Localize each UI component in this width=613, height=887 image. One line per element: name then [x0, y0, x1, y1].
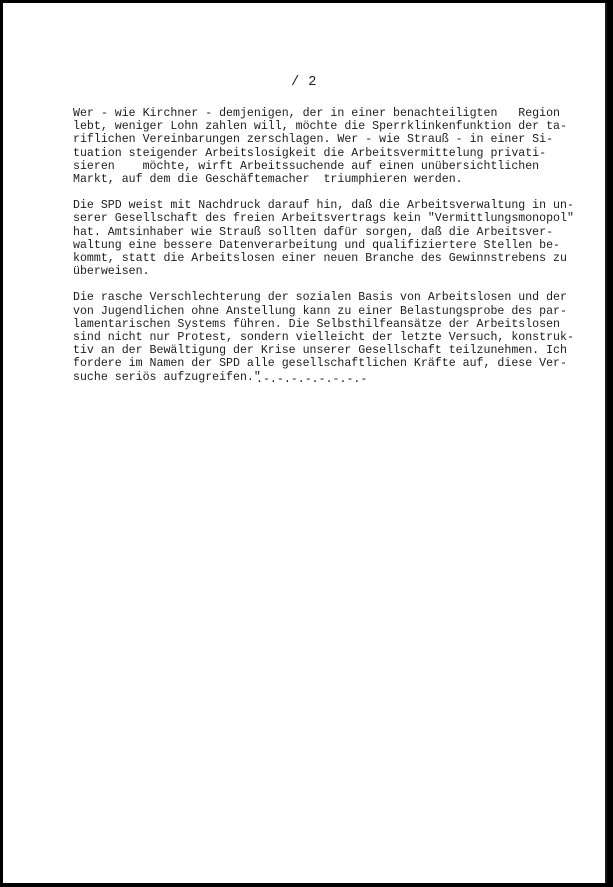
text-line: riflichen Vereinbarungen zerschlagen. Wer - wie Strauß - in einer Si-	[73, 133, 554, 147]
paragraph-3	[73, 291, 593, 383]
text-line: Die rasche Verschlechterung der sozialen Basis von Arbeitslosen und der	[73, 291, 567, 305]
paragraph-1	[73, 107, 593, 186]
text-line: Markt, auf dem die Geschäftemacher triumphieren werden.	[73, 173, 463, 187]
text-line: sind nicht nur Protest, sondern vielleicht der letzte Versuch, konstruk-	[73, 331, 574, 345]
text-line: von Jugendlichen ohne Anstellung kann zu einer Belastungsprobe des par-	[73, 304, 567, 318]
text-line: fordere im Namen der SPD alle gesellschaftlichen Kräfte auf, diese Ver-	[73, 357, 567, 371]
end-separator: .-.-.-.-.-.-.-.-	[256, 373, 368, 386]
text-line: serer Gesellschaft des freien Arbeitsvertrags kein "Vermittlungsmonopol"	[73, 212, 574, 226]
text-line: waltung eine bessere Datenverarbeitung und qualifiziertere Stellen be-	[73, 238, 561, 252]
text-line: lebt, weniger Lohn zahlen will, möchte die Sperrklinkenfunktion der ta-	[73, 120, 567, 134]
body-text	[73, 107, 593, 397]
text-line: tuation steigender Arbeitslosigkeit die Arbeitsvermittelung privati-	[73, 146, 547, 160]
paragraph-2	[73, 199, 593, 278]
text-line: kommt, statt die Arbeitslosen einer neuen Branche des Gewinnstrebens zu	[73, 252, 567, 266]
text-line: Die SPD weist mit Nachdruck darauf hin, daß die Arbeitsverwaltung in un-	[73, 199, 574, 213]
text-line: lamentarischen Systems führen. Die Selbsthilfeansätze der Arbeitslosen	[73, 317, 561, 331]
text-line: suche seriös aufzugreifen."	[73, 370, 261, 384]
text-line: sieren möchte, wirft Arbeitssuchende auf einen unübersichtlichen	[73, 159, 540, 173]
text-line: Wer - wie Kirchner - demjenigen, der in einer benachteiligten Region	[73, 107, 561, 120]
text-line: tiv an der Bewältigung der Krise unserer Gesellschaft teilzunehmen. Ich	[73, 344, 567, 358]
document-page	[3, 3, 607, 883]
text-line: überweisen.	[73, 265, 150, 279]
text-line: hat. Amtsinhaber wie Strauß sollten dafür sorgen, daß die Arbeitsver-	[73, 225, 554, 239]
page-number: / 2	[291, 75, 317, 90]
